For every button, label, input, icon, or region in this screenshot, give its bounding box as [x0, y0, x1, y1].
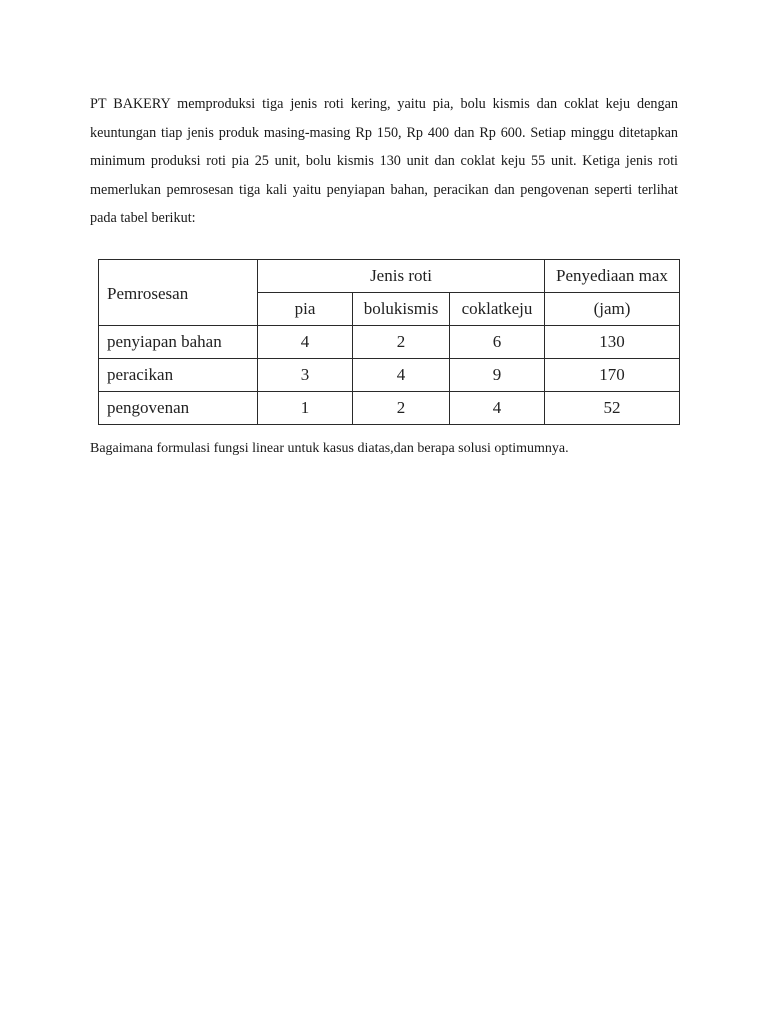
row-process-label: peracikan	[99, 359, 258, 392]
header-jenis-roti: Jenis roti	[258, 260, 545, 293]
table-header-row	[99, 260, 680, 293]
subheader-coklatkeju: coklatkeju	[450, 293, 545, 326]
cell-value: 9	[450, 359, 545, 392]
subheader-pia: pia	[258, 293, 353, 326]
cell-value: 3	[258, 359, 353, 392]
table-row	[99, 326, 680, 359]
question-text: Bagaimana formulasi fungsi linear untuk kasus diatas,dan berapa solusi optimumnya.	[90, 441, 569, 456]
cell-capacity: 130	[545, 326, 680, 359]
cell-value: 2	[353, 392, 450, 425]
problem-paragraph: PT BAKERY memproduksi tiga jenis roti kering, yaitu pia, bolu kismis dan coklat keju dengan keuntungan tiap jenis produk masing-masing Rp 150, Rp 400 dan Rp 600. Setiap minggu ditetapkan minimum produksi roti pia 25 unit, bolu kismis 130 unit dan coklat keju 55 unit. Ketiga jenis roti memerlukan pemrosesan tiga kali yaitu penyiapan bahan, peracikan dan pengovenan seperti terlihat pada tabel berikut:	[90, 96, 678, 226]
table-row	[99, 359, 680, 392]
cell-capacity: 170	[545, 359, 680, 392]
cell-value: 4	[450, 392, 545, 425]
cell-value: 4	[258, 326, 353, 359]
cell-value: 2	[353, 326, 450, 359]
header-capacity: Penyediaan max	[545, 260, 680, 293]
row-process-label: pengovenan	[99, 392, 258, 425]
cell-value: 4	[353, 359, 450, 392]
subheader-bolukismis: bolukismis	[353, 293, 450, 326]
cell-value: 1	[258, 392, 353, 425]
cell-capacity: 52	[545, 392, 680, 425]
cell-value: 6	[450, 326, 545, 359]
processing-table	[98, 259, 680, 425]
header-capacity-unit: (jam)	[545, 293, 680, 326]
row-process-label: penyiapan bahan	[99, 326, 258, 359]
header-process: Pemrosesan	[99, 260, 258, 326]
processing-table-container	[98, 259, 680, 425]
table-row	[99, 392, 680, 425]
